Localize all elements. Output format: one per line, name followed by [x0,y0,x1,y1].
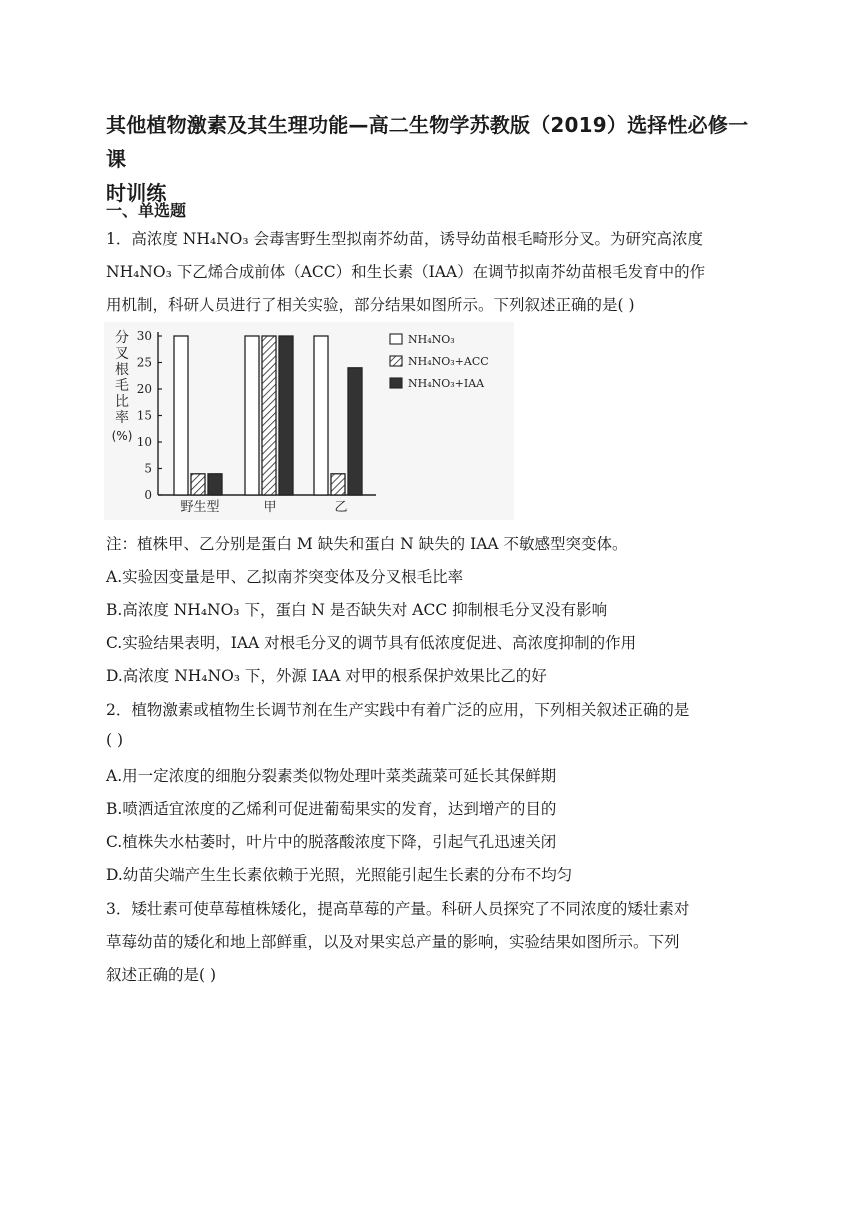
q1-option-d: D.高浓度 NH₄NO₃ 下，外源 IAA 对甲的根系保护效果比乙的好 [106,667,547,685]
y-axis-label-char: 分 [115,330,129,346]
q1-option-b: B.高浓度 NH₄NO₃ 下，蛋白 N 是否缺失对 ACC 抑制根毛分叉没有影响 [106,601,608,619]
y-tick-label: 5 [144,461,152,476]
x-category-label: 乙 [334,500,348,515]
legend-label: NH₄NO₃ [408,333,455,346]
legend-swatch-hatched [390,356,402,366]
legend-swatch-solid [390,378,402,388]
bar-empty [314,336,328,495]
q2-option-a: A.用一定浓度的细胞分裂素类似物处理叶菜类蔬菜可延长其保鲜期 [106,767,557,785]
chart-background [104,322,514,520]
title-line-1: 其他植物激素及其生理功能—高二生物学苏教版（2019）选择性必修一课 [106,113,749,171]
bar-hatched [262,336,276,495]
bar-solid [208,474,222,495]
y-tick-label: 15 [136,408,152,423]
y-tick-label: 25 [136,355,152,370]
x-category-label: 甲 [263,500,277,515]
bar-hatched [331,474,345,495]
y-tick-label: 30 [136,329,152,343]
y-axis-label-char: 比 [115,394,129,410]
document-title [106,108,766,210]
q1-note: 注：植株甲、乙分别是蛋白 M 缺失和蛋白 N 缺失的 IAA 不敏感型突变体。 [106,535,628,553]
q2-stem-line-1: 2．植物激素或植物生长调节剂在生产实践中有着广泛的应用，下列相关叙述正确的是 [106,701,690,719]
q2-option-c: C.植株失水枯萎时，叶片中的脱落酸浓度下降，引起气孔迅速关闭 [106,833,557,851]
q2-option-b: B.喷洒适宜浓度的乙烯利可促进葡萄果实的发育，达到增产的目的 [106,800,557,818]
q1-stem-line-2: NH₄NO₃ 下乙烯合成前体（ACC）和生长素（IAA）在调节拟南芥幼苗根毛发育中的作 [106,263,706,281]
section-heading: 一、单选题 [106,201,187,220]
legend-swatch-empty [390,334,402,344]
y-tick-label: 10 [136,435,152,449]
q1-bar-chart [104,322,514,520]
q1-option-a: A.实验因变量是甲、乙拟南芥突变体及分叉根毛比率 [106,568,464,586]
q3-stem-line-1: 3．矮壮素可使草莓植株矮化，提高草莓的产量。科研人员探究了不同浓度的矮壮素对 [106,900,690,918]
y-axis-label-char: 根 [115,362,129,378]
bar-empty [245,336,259,495]
y-tick-label: 0 [144,488,152,502]
bar-solid [279,336,293,495]
q3-stem-line-3: 叙述正确的是( ) [106,966,217,984]
q2-option-d: D.幼苗尖端产生生长素依赖于光照，光照能引起生长素的分布不均匀 [106,866,573,884]
bar-hatched [191,474,205,495]
q1-stem-line-1: 1．高浓度 NH₄NO₃ 会毒害野生型拟南芥幼苗，诱导幼苗根毛畸形分叉。为研究高浓度 [106,230,703,248]
y-tick-label: 20 [136,382,152,396]
y-axis-label-char: 叉 [115,346,129,362]
q1-option-c: C.实验结果表明，IAA 对根毛分叉的调节具有低浓度促进、高浓度抑制的作用 [106,634,637,652]
y-axis-label-char: 毛 [115,378,129,394]
legend-label: NH₄NO₃+ACC [408,355,489,368]
bar-solid [348,368,362,495]
title-line-2: 时训练 [106,181,167,205]
y-axis-label-char: 率 [115,410,129,426]
y-axis-label-unit: (%) [111,429,133,443]
q2-stem-line-2: ( ) [106,731,124,749]
legend-label: NH₄NO₃+IAA [408,377,485,390]
bar-empty [174,336,188,495]
q3-stem-line-2: 草莓幼苗的矮化和地上部鲜重，以及对果实总产量的影响，实验结果如图所示。下列 [106,933,680,951]
x-category-label: 野生型 [180,500,220,515]
q1-stem-line-3: 用机制，科研人员进行了相关实验，部分结果如图所示。下列叙述正确的是( ) [106,296,635,314]
